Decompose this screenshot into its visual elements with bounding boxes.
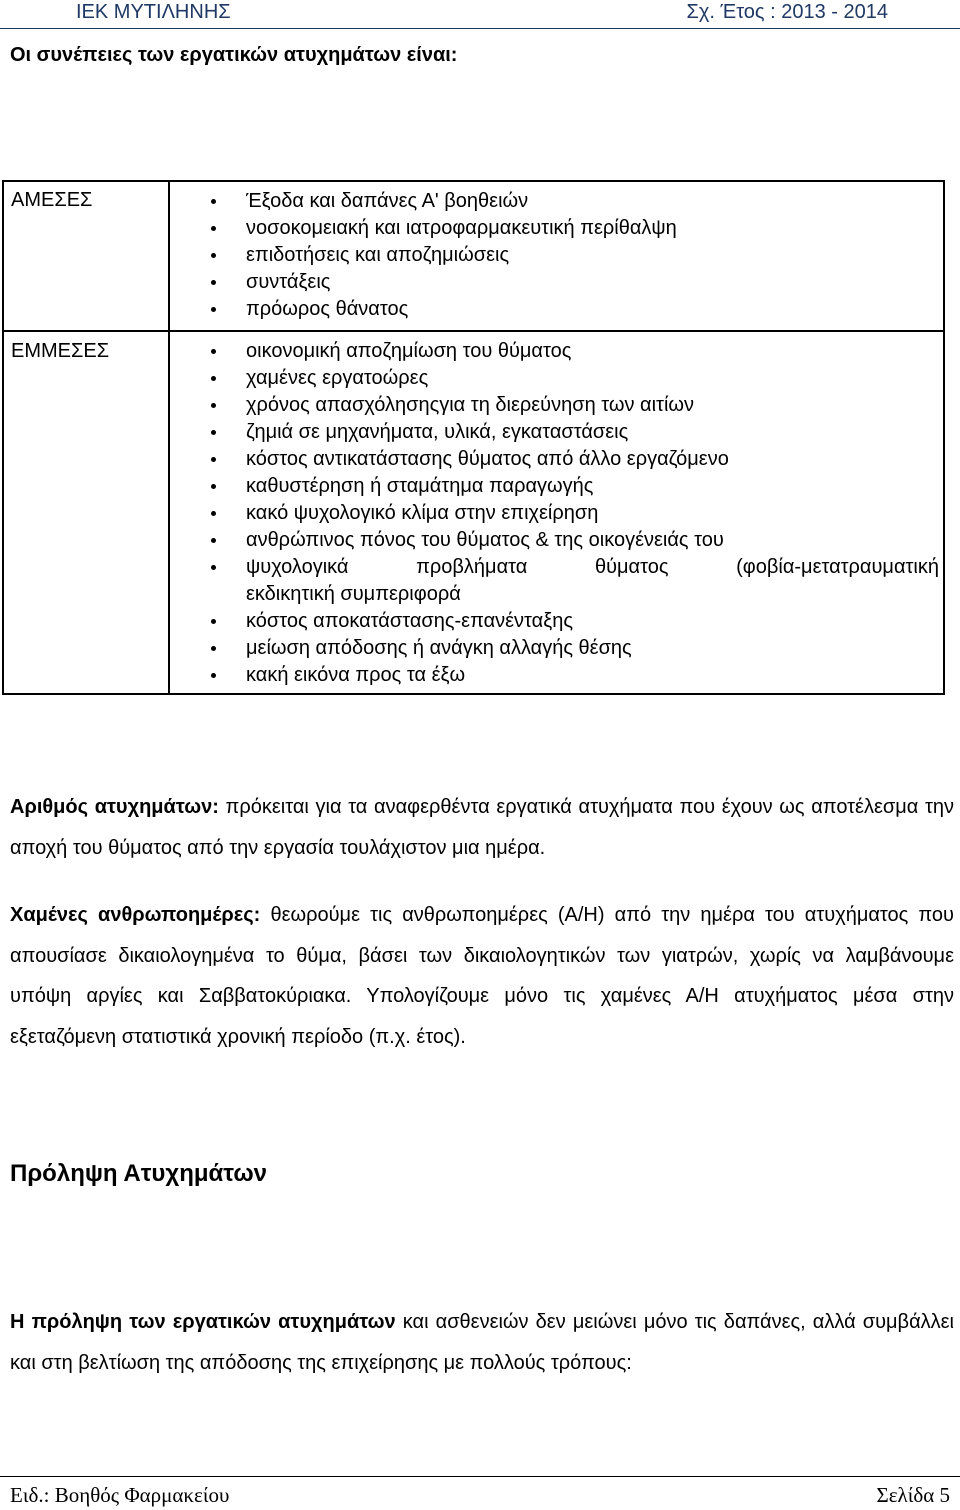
list-item: οικονομική αποζημίωση του θύματος [209,338,939,365]
page-footer [0,1476,960,1510]
accidents-term: Αριθμός ατυχημάτων: [10,796,219,818]
header-school-year: Σχ. Έτος : 2013 - 2014 [686,1,888,23]
list-item: χρόνος απασχόλησηςγια τη διερεύνηση των αιτίων [209,392,939,419]
page-header [0,0,960,29]
consequences-table [2,180,945,695]
list-item-continuation: εκδικητική συμπεριφορά [246,583,461,605]
direct-list [209,188,939,323]
prevention-heading: Πρόληψη Ατυχημάτων [10,1160,267,1187]
list-item: Έξοδα και δαπάνες Α' βοηθειών [209,188,939,215]
list-item: πρόωρος θάνατος [209,296,939,323]
list-item: χαμένες εργατοώρες [209,365,939,392]
consequences-heading: Οι συνέπειες των εργατικών ατυχημάτων είναι: [10,44,458,66]
list-item: κακή εικόνα προς τα έξω [209,662,939,689]
accidents-definition [10,787,954,868]
lostdays-definition [10,895,954,1057]
lostdays-term: Χαμένες ανθρωποημέρες: [10,904,261,926]
table-row-divider [4,330,943,332]
footer-page-number: Σελίδα 5 [876,1483,950,1507]
list-item: καθυστέρηση ή σταμάτημα παραγωγής [209,473,939,500]
list-item: επιδοτήσεις και αποζημιώσεις [209,242,939,269]
list-item: κακό ψυχολογικό κλίμα στην επιχείρηση [209,500,939,527]
footer-specialty: Ειδ.: Βοηθός Φαρμακείου [10,1483,230,1507]
indirect-list [209,338,939,689]
prevention-paragraph [10,1302,954,1383]
list-item: νοσοκομειακή και ιατροφαρμακευτική περίθαλψη [209,215,939,242]
table-column-divider [168,182,170,693]
list-item: μείωση απόδοσης ή ανάγκη αλλαγής θέσης [209,635,939,662]
list-item: ψυχολογικά προβλήματα θύματος (φοβία-μετατραυματική [209,554,939,581]
list-item: ζημιά σε μηχανήματα, υλικά, εγκαταστάσεις [209,419,939,446]
accidents-text: πρόκειται για τα αναφερθέντα εργατικά ατυχήματα που έχουν ως αποτέλεσμα την αποχή του θύματος από την εργασία τουλάχιστον μια ημέρα. [10,796,955,859]
header-school: ΙΕΚ ΜΥΤΙΛΗΝΗΣ [76,1,231,23]
list-item: συντάξεις [209,269,939,296]
list-item: κόστος αντικατάστασης θύματος από άλλο εργαζόμενο [209,446,939,473]
list-item: κόστος αποκατάστασης-επανένταξης [209,608,939,635]
list-item: ανθρώπινος πόνος του θύματος & της οικογένειάς του [209,527,939,554]
direct-label: ΑΜΕΣΕΣ [11,189,93,211]
indirect-label: ΕΜΜΕΣΕΣ [11,340,110,362]
prevention-lead: Η πρόληψη των εργατικών ατυχημάτων [10,1311,396,1333]
lostdays-text: θεωρούμε τις ανθρωποημέρες (Α/Η) από την ημέρα του ατυχήματος που απουσίασε δικαιολογημένα το θύμα, βάσει των δικαιολογητικών των γιατρών, χωρίς να λαμβάνουμε υπόψη αργίες και Σαββατοκύριακα. Υπολογίζουμε μόνο τις χαμένες Α/Η ατυχήματος μέσα στην εξεταζόμενη στατιστικά χρονική περίοδο (π.χ. έτος). [10,904,954,1048]
prevention-text: και ασθενειών δεν μειώνει μόνο τις δαπάνες, αλλά συμβάλλει και στη βελτίωση της απόδοσης της επιχείρησης με πολλούς τρόπους: [10,1311,954,1374]
